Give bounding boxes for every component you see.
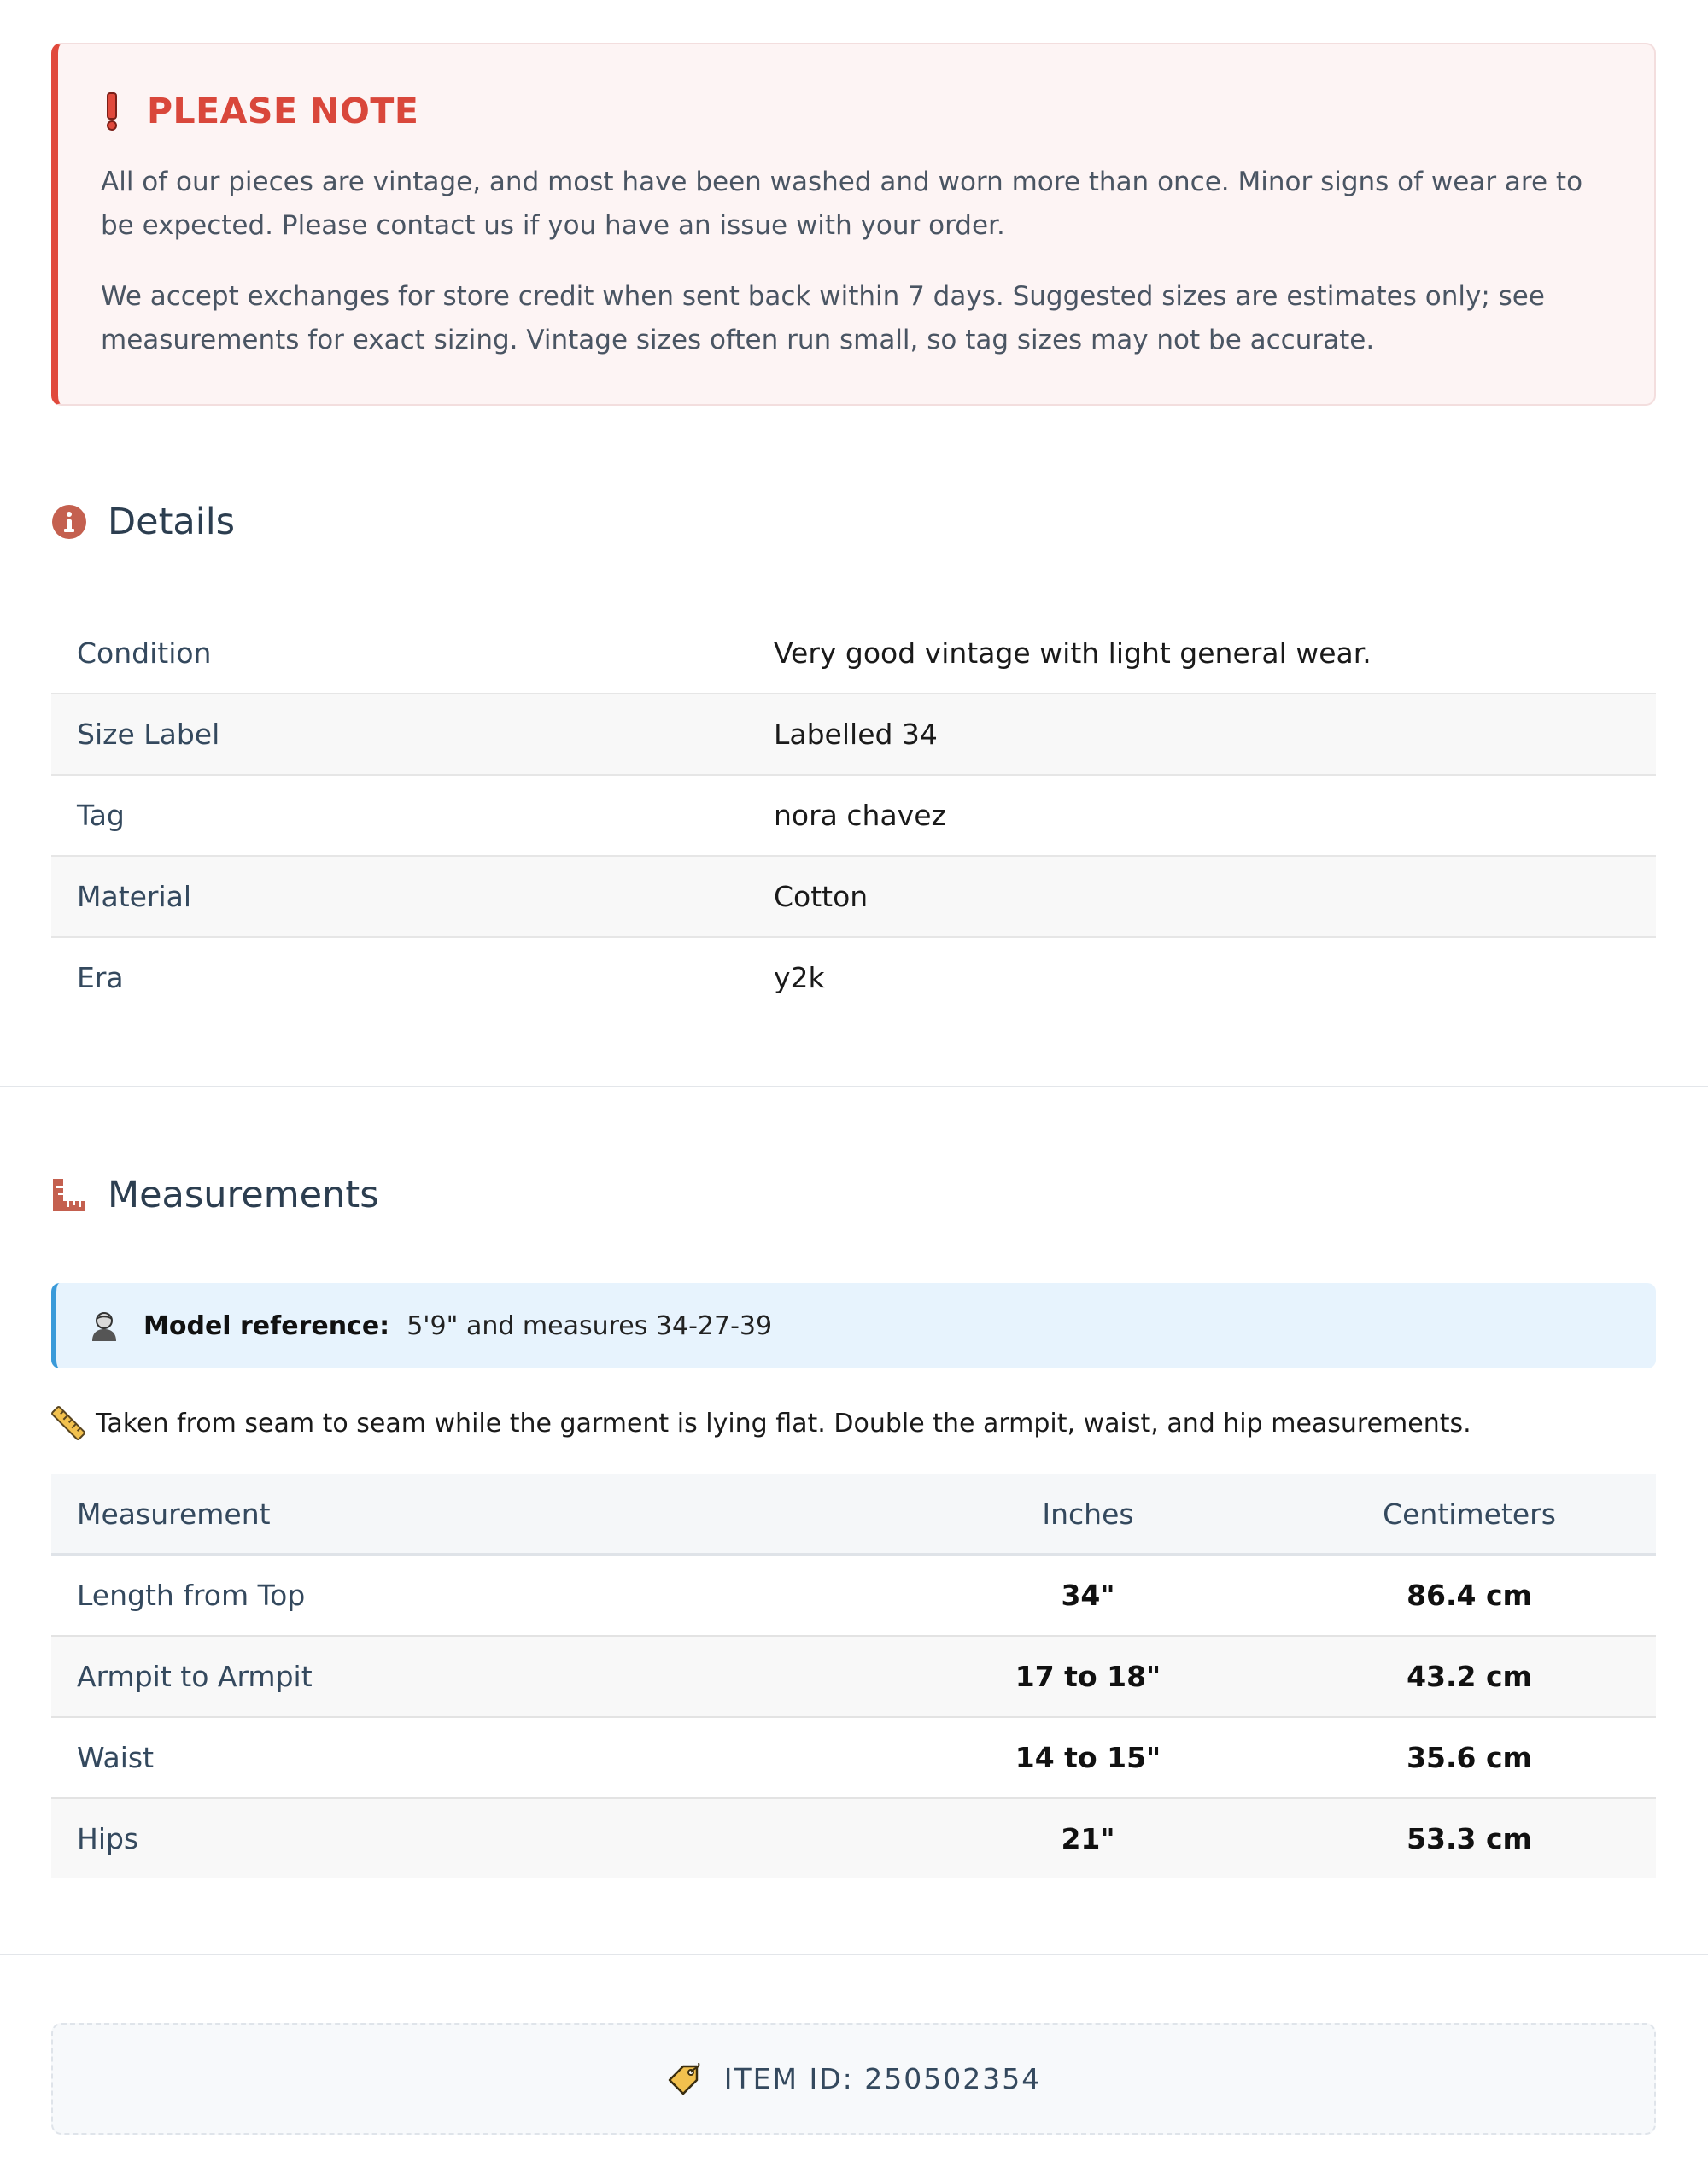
table-row (51, 1637, 1656, 1718)
details-label: Era (77, 961, 124, 994)
notice-heading (101, 91, 1611, 132)
tag-icon (666, 2061, 702, 2097)
notice-paragraph-1: All of our pieces are vintage, and most have been washed and worn more than once. Minor signs of wear are to be expected. Please contact us if you have an issue with your order. (101, 167, 1583, 241)
column-header-centimeters: Centimeters (1383, 1497, 1556, 1531)
measurement-cm: 53.3 cm (1407, 1822, 1532, 1855)
details-row (51, 938, 1656, 1017)
measurements-heading (51, 1174, 379, 1216)
details-value: Cotton (774, 880, 869, 913)
details-row (51, 694, 1656, 776)
table-row (51, 1718, 1656, 1799)
details-row (51, 613, 1656, 694)
table-row (51, 1556, 1656, 1637)
measurement-cm: 35.6 cm (1407, 1741, 1532, 1774)
exclamation-icon (101, 91, 123, 131)
model-reference-box (51, 1283, 1656, 1368)
section-divider (0, 1954, 1708, 1955)
details-label: Tag (77, 799, 125, 832)
measurement-note-text: Taken from seam to seam while the garment is lying flat. Double the armpit, waist, and hip measurements. (96, 1408, 1471, 1439)
details-row (51, 857, 1656, 938)
notice-paragraph-2: We accept exchanges for store credit when sent back within 7 days. Suggested sizes are estimates only; see measurements for exact sizing. Vintage sizes often run small, so tag sizes may not be accurate. (101, 281, 1545, 355)
measurement-name: Armpit to Armpit (77, 1660, 313, 1693)
details-label: Material (77, 880, 192, 913)
column-header-inches: Inches (1042, 1497, 1134, 1531)
details-title: Details (108, 501, 236, 543)
measurement-inches: 21" (1061, 1822, 1115, 1855)
section-divider (0, 1086, 1708, 1087)
model-reference-value: 5'9" and measures 34-27-39 (407, 1310, 773, 1341)
details-value: Labelled 34 (774, 718, 938, 751)
table-header-row (51, 1474, 1656, 1556)
ruler-icon (51, 1177, 87, 1213)
measurement-name: Hips (77, 1822, 139, 1855)
measurement-cm: 43.2 cm (1407, 1660, 1532, 1693)
measurement-name: Length from Top (77, 1579, 306, 1612)
details-label: Size Label (77, 718, 220, 751)
item-id-box (51, 2023, 1656, 2135)
details-row (51, 776, 1656, 857)
measurement-inches: 34" (1061, 1579, 1115, 1612)
details-value: nora chavez (774, 799, 946, 832)
measurements-title: Measurements (108, 1174, 379, 1216)
details-table (51, 613, 1656, 1017)
model-reference-label: Model reference: (143, 1310, 390, 1341)
straight-ruler-icon (51, 1406, 85, 1440)
measurement-name: Waist (77, 1741, 155, 1774)
measurement-inches: 17 to 18" (1015, 1660, 1161, 1693)
details-heading (51, 501, 235, 543)
measurement-inches: 14 to 15" (1015, 1741, 1161, 1774)
table-row (51, 1799, 1656, 1878)
person-icon (87, 1309, 121, 1343)
measurement-note (51, 1406, 1471, 1440)
details-label: Condition (77, 636, 212, 670)
please-note-box (51, 43, 1656, 406)
info-icon (51, 504, 87, 540)
measurement-cm: 86.4 cm (1407, 1579, 1532, 1612)
column-header-measurement: Measurement (77, 1497, 271, 1531)
notice-title: PLEASE NOTE (147, 91, 419, 132)
details-value: Very good vintage with light general wear. (774, 636, 1372, 670)
measurements-table (51, 1474, 1656, 1878)
item-id-text: ITEM ID: 250502354 (723, 2062, 1042, 2095)
details-value: y2k (774, 961, 825, 994)
